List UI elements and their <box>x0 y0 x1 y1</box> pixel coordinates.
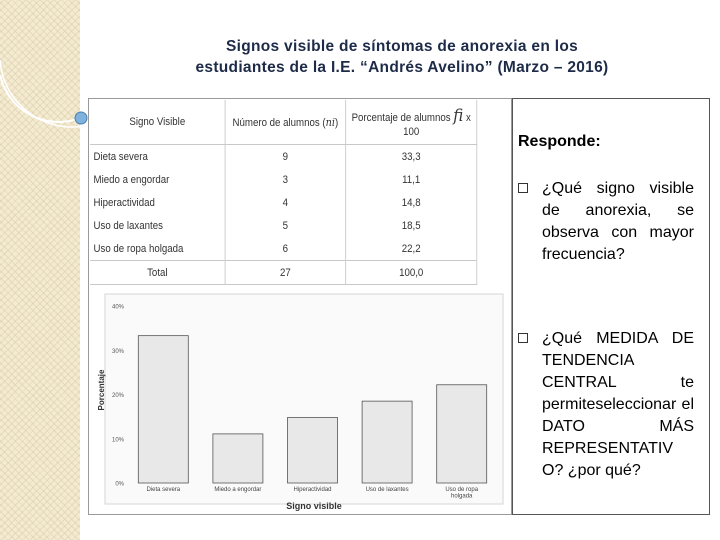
row-count: 4 <box>225 191 346 214</box>
x-tick-label: Uso de ropa holgada <box>445 487 479 500</box>
bar <box>437 385 487 483</box>
row-percent: 11,1 <box>346 168 477 191</box>
slide-title <box>92 36 712 78</box>
table-row <box>90 191 477 214</box>
fi-symbol: fi <box>453 106 464 126</box>
table-header-row <box>90 100 477 145</box>
decorative-dot-icon <box>75 112 87 124</box>
slide-title-line1: Signos visible de síntomas de anorexia en los <box>225 38 579 55</box>
y-tick-label: 30% <box>111 348 124 355</box>
y-tick-label: 0% <box>115 481 124 488</box>
question-item <box>518 178 694 266</box>
x-axis-label: Signo visible <box>286 501 342 511</box>
row-label: Dieta severa <box>90 145 225 169</box>
ni-symbol: ni <box>325 115 335 129</box>
row-percent: 14,8 <box>346 191 477 214</box>
row-percent: 33,3 <box>346 145 477 169</box>
y-axis-label: Porcentaje <box>97 369 106 411</box>
x-tick-label: Miedo a engordar <box>214 487 262 493</box>
row-label: Uso de laxantes <box>90 214 225 237</box>
slide-title-line2: estudiantes de la I.E. “Andrés Avelino” (Marzo – 2016) <box>195 59 609 76</box>
bar <box>213 434 263 483</box>
bar <box>138 336 188 483</box>
row-percent: 22,2 <box>346 237 477 261</box>
table-row <box>90 214 477 237</box>
header-numero-alumnos <box>225 100 346 145</box>
header-porcentaje-suffix: x 100 <box>403 112 471 138</box>
header-porcentaje <box>346 100 477 145</box>
header-porcentaje-text: Porcentaje de alumnos <box>351 112 451 124</box>
x-tick-label: Hiperactividad <box>293 487 332 493</box>
total-label: Total <box>90 261 225 285</box>
bar-chart <box>90 290 508 512</box>
x-tick-label: Uso de laxantes <box>365 487 409 493</box>
row-percent: 18,5 <box>346 214 477 237</box>
row-count: 6 <box>225 237 346 261</box>
header-signo-visible: Signo Visible <box>90 100 225 145</box>
row-label: Hiperactividad <box>90 191 225 214</box>
question-text: ¿Qué MEDIDA DE TENDENCIA CENTRAL te permiteseleccionar el DATO MÁS REPRESENTATIV O? ¿por qué? <box>542 330 694 479</box>
header-numero-text: Número de alumnos ( <box>232 116 326 129</box>
table-total-row <box>90 261 477 285</box>
bar <box>288 418 338 483</box>
y-tick-label: 20% <box>111 393 124 399</box>
row-count: 5 <box>225 214 346 237</box>
row-count: 9 <box>225 145 346 169</box>
question-item <box>518 328 694 482</box>
row-count: 3 <box>225 168 346 191</box>
question-text: ¿Qué signo visible de anorexia, se observa con mayor frecuencia? <box>542 180 694 263</box>
row-label: Uso de ropa holgada <box>90 237 225 261</box>
frequency-table <box>90 100 477 285</box>
checkbox-bullet-icon <box>518 183 528 193</box>
checkbox-bullet-icon <box>518 333 528 343</box>
y-tick-label: 10% <box>111 437 124 444</box>
y-tick-label: 40% <box>111 304 124 311</box>
responde-title: Responde: <box>518 133 601 150</box>
bar <box>362 401 412 483</box>
header-numero-close: ) <box>334 116 339 129</box>
total-percent: 100,0 <box>346 261 477 285</box>
table-row <box>90 145 477 169</box>
table-row <box>90 237 477 261</box>
total-count: 27 <box>225 261 346 285</box>
row-label: Miedo a engordar <box>90 168 225 191</box>
table-row <box>90 168 477 191</box>
x-tick-label: Dieta severa <box>146 487 181 493</box>
